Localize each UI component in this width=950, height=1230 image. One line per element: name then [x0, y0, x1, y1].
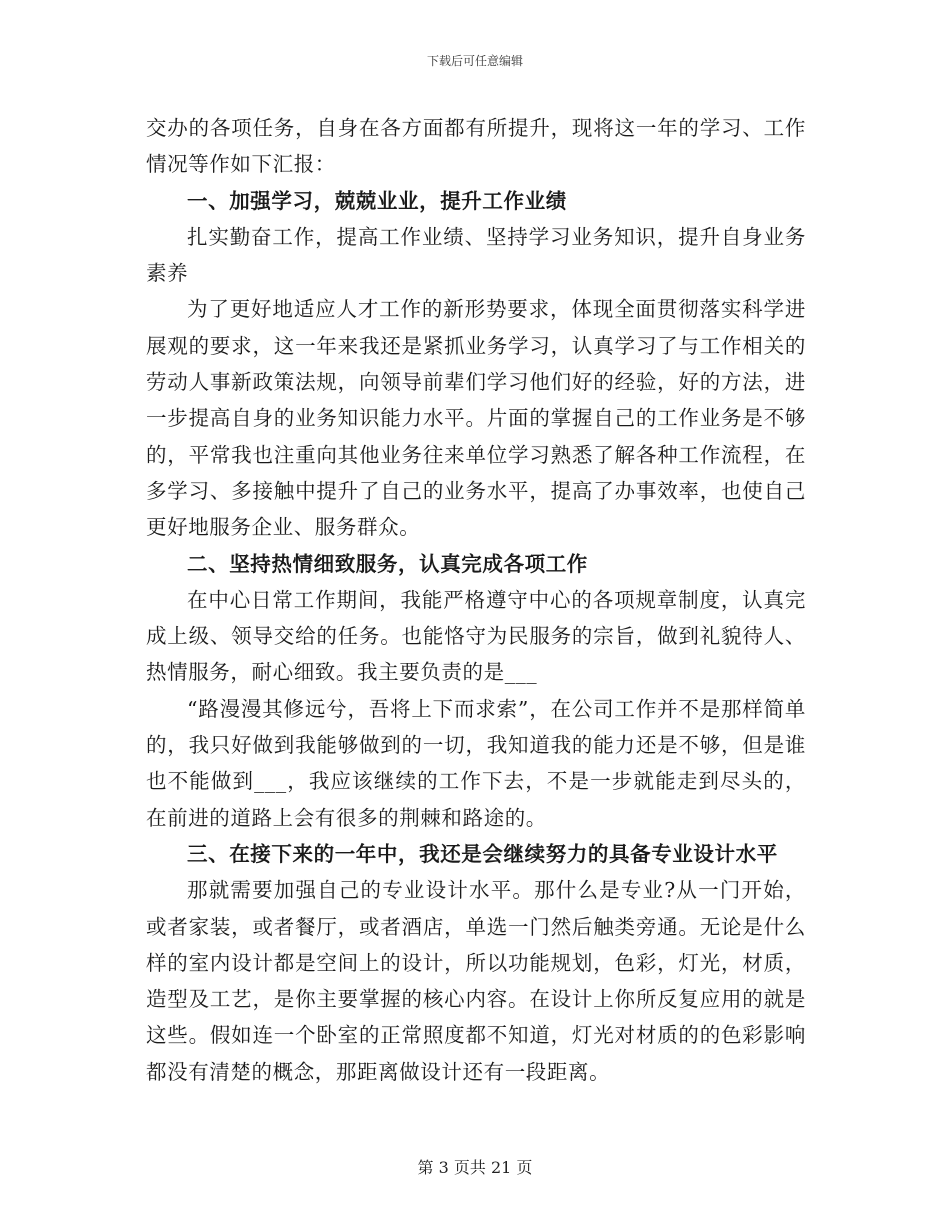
section-heading-1: 一、加强学习，兢兢业业，提升工作业绩	[187, 188, 567, 213]
document-body	[146, 110, 806, 1090]
paragraph: 交办的各项任务，自身在各方面都有所提升，现将这一年的学习、工作情况等作如下汇报：	[146, 116, 806, 177]
page-header: 下载后可任意编辑	[426, 54, 523, 68]
page-footer: 第 3 页共 21 页	[417, 1158, 533, 1177]
section-heading-3: 三、在接下来的一年中，我还是会继续努力的具备专业设计水平	[187, 841, 778, 866]
paragraph: 扎实勤奋工作，提高工作业绩、坚持学习业务知识，提升自身业务素养	[146, 224, 806, 286]
paragraph: “路漫漫其修远兮，吾将上下而求索”，在公司工作并不是那样简单的，我只好做到我能够做到的一切，我知道我的能力还是不够，但是谁也不能做到___，我应该继续的工作下去，不是一步就能走到尽头的，在前进的道路上会有很多的荆棘和路途的。	[146, 696, 806, 830]
paragraph: 在中心日常工作期间，我能严格遵守中心的各项规章制度，认真完成上级、领导交给的任务。也能恪守为民服务的宗旨，做到礼貌待人、热情服务，耐心细致。我主要负责的是___	[146, 587, 806, 685]
paragraph: 那就需要加强自己的专业设计水平。那什么是专业?从一门开始，或者家装，或者餐厅，或者酒店，单选一门然后触类旁通。无论是什么样的室内设计都是空间上的设计，所以功能规划，色彩，灯光，材质，造型及工艺，是你主要掌握的核心内容。在设计上你所反复应用的就是这些。假如连一个卧室的正常照度都不知道，灯光对材质的的色彩影响都没有清楚的概念，那距离做设计还有一段距离。	[146, 878, 806, 1084]
paragraph: 为了更好地适应人才工作的新形势要求，体现全面贯彻落实科学进展观的要求，这一年来我还是紧抓业务学习，认真学习了与工作相关的劳动人事新政策法规，向领导前辈们学习他们好的经验，好的方法，进一步提高自身的业务知识能力水平。片面的掌握自己的工作业务是不够的，平常我也注重向其他业务往来单位学习熟悉了解各种工作流程，在多学习、多接触中提升了自己的业务水平，提高了办事效率，也使自己更好地服务企业、服务群众。	[146, 297, 806, 540]
section-heading-2: 二、坚持热情细致服务，认真完成各项工作	[187, 551, 588, 576]
